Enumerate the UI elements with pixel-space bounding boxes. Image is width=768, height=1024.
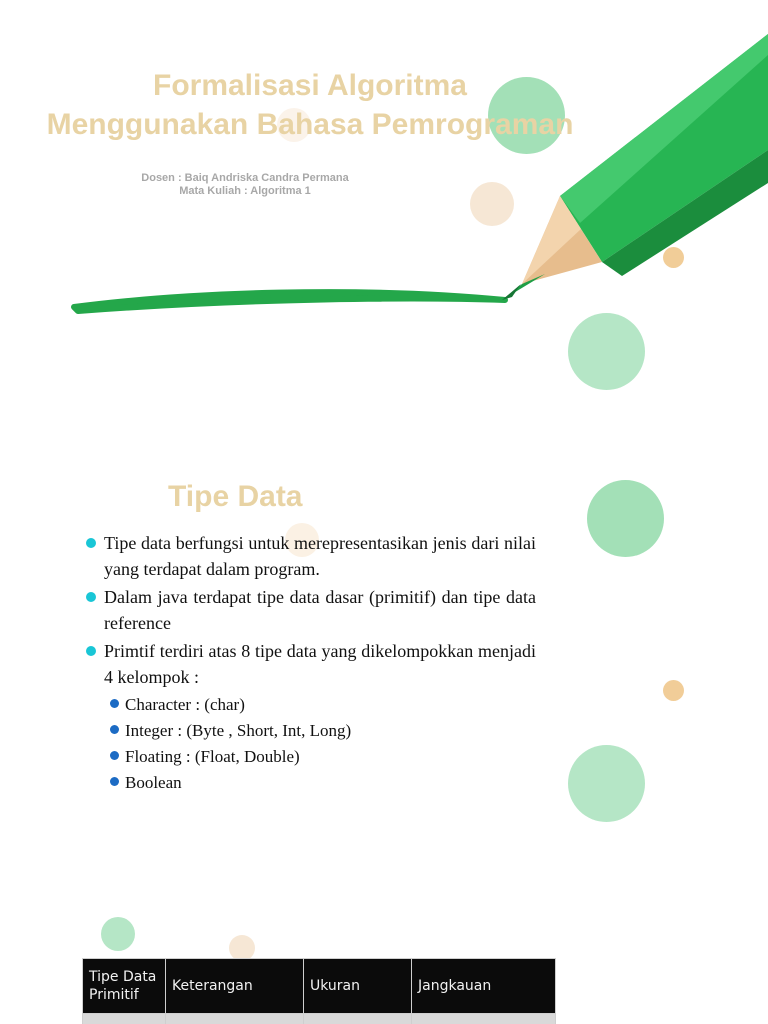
bullet-text: Dalam java terdapat tipe data dasar (primitif) dan tipe data reference	[104, 587, 536, 633]
sub-bullet-text: Character : (char)	[125, 695, 245, 714]
course-name: Mata Kuliah : Algoritma 1	[179, 185, 311, 197]
data-type-table	[82, 958, 556, 1024]
table-cell	[304, 1014, 412, 1024]
table-cell	[83, 1014, 166, 1024]
presentation-title-line1: Formalisasi Algoritma	[153, 69, 467, 102]
bullet-list	[84, 530, 536, 796]
list-item	[84, 638, 536, 690]
column-header-jangkauan: Jangkauan	[412, 959, 556, 1014]
bullet-icon	[86, 592, 96, 602]
sub-bullet-text: Boolean	[125, 773, 182, 792]
decorative-circle	[568, 745, 645, 822]
column-header-ukuran: Ukuran	[304, 959, 412, 1014]
bullet-icon	[86, 538, 96, 548]
bullet-icon	[110, 699, 119, 708]
table-cell	[412, 1014, 556, 1024]
decorative-circle	[587, 480, 664, 557]
list-item	[84, 584, 536, 636]
slide-title: Tipe Data	[168, 480, 303, 513]
table-row	[83, 1014, 556, 1024]
table-cell	[166, 1014, 304, 1024]
decorative-circle	[663, 680, 684, 701]
decorative-circle	[101, 917, 135, 951]
column-header-tipe-data: Tipe Data Primitif	[83, 959, 166, 1014]
content-slide	[0, 440, 768, 1024]
table-header-row	[83, 959, 556, 1014]
sub-list-item	[84, 744, 536, 770]
pencil-stroke-line	[74, 292, 505, 311]
column-header-keterangan: Keterangan	[166, 959, 304, 1014]
bullet-icon	[110, 777, 119, 786]
sub-list-item	[84, 692, 536, 718]
sub-bullet-text: Floating : (Float, Double)	[125, 747, 300, 766]
bullet-icon	[110, 725, 119, 734]
bullet-text: Primtif terdiri atas 8 tipe data yang dikelompokkan menjadi 4 kelompok :	[104, 641, 536, 687]
presentation-title-line2: Menggunakan Bahasa Pemrograman	[46, 108, 574, 141]
bullet-icon	[110, 751, 119, 760]
sub-list-item	[84, 718, 536, 744]
list-item	[84, 530, 536, 582]
title-slide	[0, 0, 768, 410]
bullet-icon	[86, 646, 96, 656]
green-pencil-icon	[0, 0, 768, 410]
bullet-text: Tipe data berfungsi untuk merepresentasikan jenis dari nilai yang terdapat dalam program.	[104, 533, 536, 579]
sub-bullet-text: Integer : (Byte , Short, Int, Long)	[125, 721, 352, 740]
sub-list-item	[84, 770, 536, 796]
lecturer-name: Dosen : Baiq Andriska Candra Permana	[141, 172, 349, 184]
